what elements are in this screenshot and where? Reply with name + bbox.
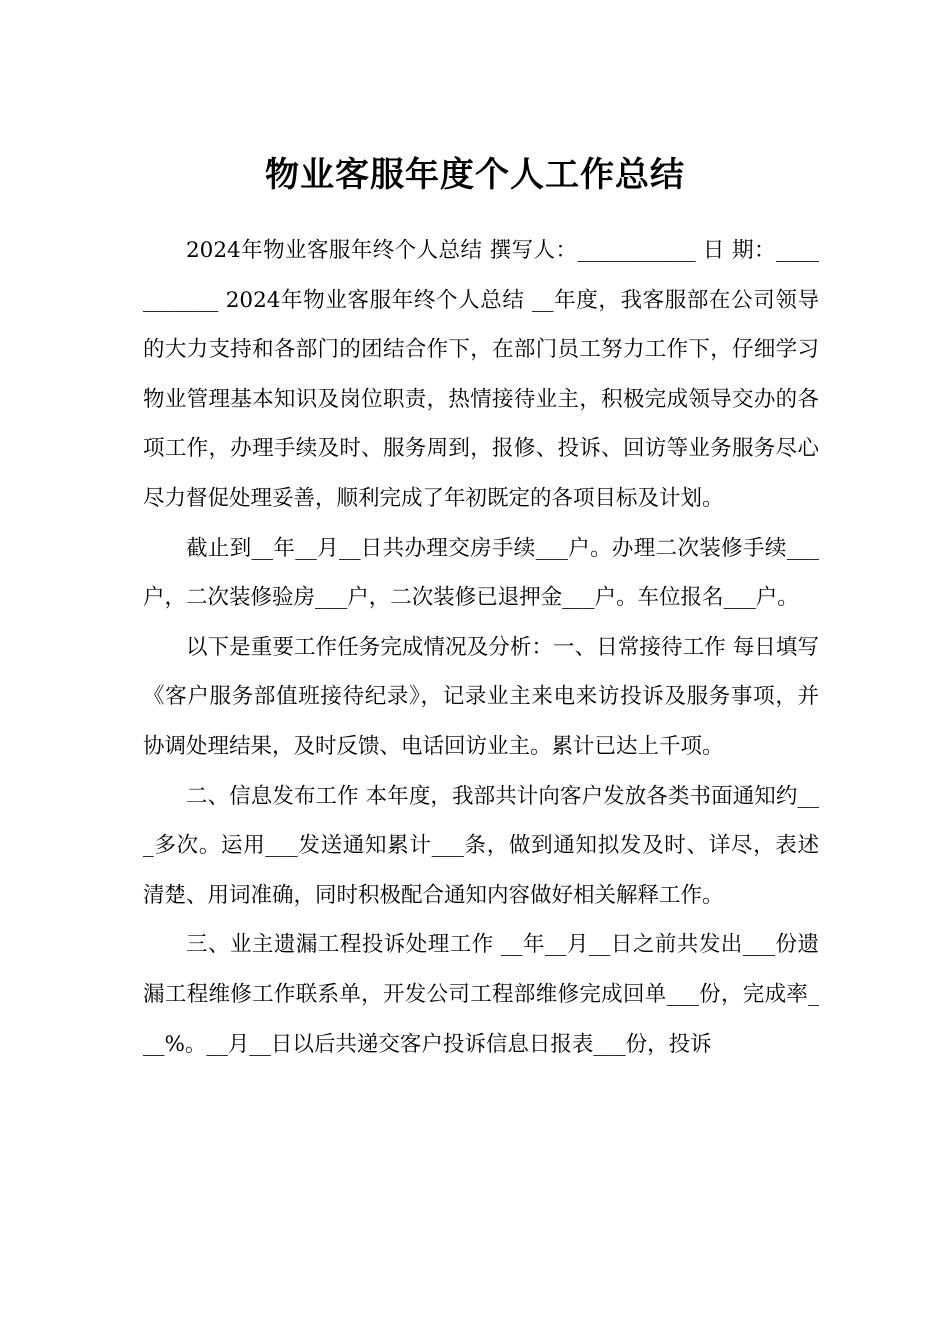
document-body [143, 226, 819, 1069]
document-title: 物业客服年度个人工作总结 [265, 154, 685, 195]
paragraph-intro: 2024年物业客服年终个人总结 撰写人：___________ 日 期：___________ 2024年物业客服年终个人总结 __年度，我客服部在公司领导的大力支持和各部门的团结合作下，在部门员工努力工作下，仔细学习物业管理基本知识及岗位职责，热情接待业主，积极完成领导交办的各项工作，办理手续及时、服务周到，报修、投诉、回访等业务服务尽心尽力督促处理妥善，顺利完成了年初既定的各项目标及计划。 [143, 238, 819, 511]
paragraph-handover-stats: 截止到__年__月__日共办理交房手续___户。办理二次装修手续___户，二次装修验房___户，二次装修已退押金___户。车位报名___户。 [143, 535, 819, 611]
paragraph-daily-reception: 以下是重要工作任务完成情况及分析：一、日常接待工作 每日填写《客户服务部值班接待纪录》，记录业主来电来访投诉及服务事项，并协调处理结果，及时反馈、电话回访业主。累计已达上千项。 [143, 634, 819, 759]
paragraph-complaint-handling: 三、业主遗漏工程投诉处理工作 __年__月__日之前共发出___份遗漏工程维修工作联系单，开发公司工程部维修完成回单___份，完成率___%。__月__日以后共递交客户投诉信息日报表___份，投诉 [143, 932, 819, 1057]
paragraph-info-release: 二、信息发布工作 本年度，我部共计向客户发放各类书面通知约___多次。运用___发送通知累计___条，做到通知拟发及时、详尽，表述清楚、用词准确，同时积极配合通知内容做好相关解释工作。 [143, 783, 819, 908]
